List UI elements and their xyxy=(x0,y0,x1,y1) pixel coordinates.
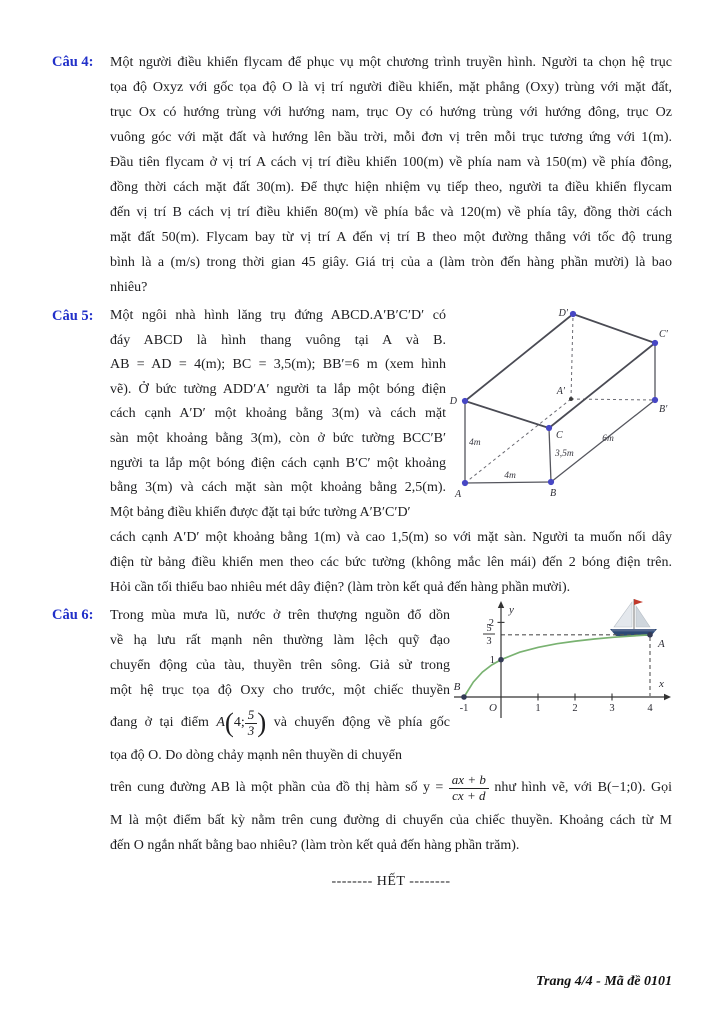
axis-ticks xyxy=(498,623,613,701)
point-line-pre: đang ở tại điểm xyxy=(110,715,209,731)
text-line: đồng thời cách mặt đất 30(m). Để thực hiện nhiệm vụ tiếp theo, người ta điều khiển flycam xyxy=(110,180,672,195)
y-tick-1: 1 xyxy=(489,655,495,667)
text-line: đáy ABCD là hình thang vuông tại A và B. xyxy=(110,332,446,348)
graph-figure xyxy=(452,597,717,754)
fraction-numerator: ax + b xyxy=(449,773,489,788)
point-x: 4; xyxy=(233,715,245,731)
graph-svg xyxy=(452,597,717,749)
fraction-denominator: 3 xyxy=(247,722,255,738)
text-line: tọa độ O. Do dòng chảy mạnh nên thuyền di chuyển xyxy=(110,748,402,764)
text-line: trục Ox có hướng trùng với hướng nam, trục Oy có hướng trùng với hướng đông, trục Oz xyxy=(110,105,672,120)
question-4 xyxy=(52,50,672,300)
question-5-label: Câu 5: xyxy=(52,308,94,324)
text-line: Một bảng điều khiển được đặt tại bức tường A′B′C′D′ xyxy=(110,504,411,520)
text-line: bình là a (m/s) trong thời gian 45 giây. Giá trị của a (làm tròn đến hàng phần mười) là bao xyxy=(110,255,672,270)
page-content xyxy=(52,50,672,890)
point-a-label: A xyxy=(658,638,665,651)
question-5-body xyxy=(110,304,672,600)
x-axis-label: x xyxy=(659,678,664,691)
text-line: sàn một khoảng bằng 3(m), còn ở bức tường BCC′B′ xyxy=(110,430,446,446)
text-line: vuông góc với mặt đất và hướng lên bầu trời, mỗi đơn vị trên mỗi trục tương ứng với 1(m). xyxy=(110,130,672,145)
vertex-label-a: A xyxy=(454,489,462,500)
sailboat-icon xyxy=(610,599,657,636)
text-line-with-point xyxy=(110,703,450,743)
question-4-label: Câu 4: xyxy=(52,54,94,70)
vertex-label-b: B xyxy=(549,488,557,499)
text-line: chuyển động của tàu, thuyền trên sông. Giả sử trong xyxy=(110,658,450,674)
origin-label: O xyxy=(489,702,497,715)
fraction-denominator: cx + d xyxy=(452,787,486,803)
question-5-full-lines xyxy=(110,525,672,600)
text-line: Hỏi cần tối thiểu bao nhiêu mét dây điện? (làm tròn kết quả đến hàng phần mười). xyxy=(110,580,571,596)
x-tick-3: 3 xyxy=(609,703,615,715)
point-line-post: và chuyển động về phía gốc xyxy=(273,715,451,731)
x-tick-2: 2 xyxy=(572,703,578,715)
x-tick-minus1: -1 xyxy=(459,703,469,715)
text-line: vẽ). Ở bức tường ADD′A′ người ta lắp một bóng điện xyxy=(110,381,446,397)
frac-line-post: như hình vẽ, với B(−1;0). Gọi xyxy=(494,780,673,796)
dim-label-bc: 3,5m xyxy=(555,449,574,459)
text-line: AB = AD = 4(m); BC = 3,5(m); BB′=6 m (xem hình xyxy=(110,357,446,373)
frac-line-pre: trên cung đường AB là một phần của đồ thị hàm số y = xyxy=(110,780,444,796)
dim-label-bb-prime: 6m xyxy=(602,434,614,444)
close-paren: ) xyxy=(257,707,267,738)
question-6-text-column xyxy=(110,603,672,768)
fraction-function xyxy=(449,773,489,803)
text-line: nhiêu? xyxy=(110,280,148,295)
vertex-label-a-prime: A′ xyxy=(556,386,565,397)
text-line: cách cạnh A′D′ một khoảng bằng 3(m) và cách mặt xyxy=(110,406,446,422)
text-line: M là một điểm bất kỳ nằm trên cung đường di chuyển của chiếc thuyền. Khoảng cách từ M xyxy=(110,813,672,829)
text-line: một hệ trục tọa độ Oxy cho trước, một chiếc thuyền xyxy=(110,683,450,699)
text-line-with-fraction xyxy=(110,768,672,808)
end-of-exam-line: -------- HẾT -------- xyxy=(331,874,451,890)
prism-roof-edges xyxy=(465,314,655,428)
x-tick-1: 1 xyxy=(535,703,541,715)
question-6-body xyxy=(110,603,672,858)
text-line: Một ngôi nhà hình lăng trụ đứng ABCD.A′B′C′D′ có xyxy=(110,308,446,323)
fraction-numerator: 5 xyxy=(245,708,258,723)
text-line: đến vị trí B cách vị trí điều khiển 80(m) về phía bắc và 120(m) về phía tây, đồng thời cách xyxy=(110,205,672,220)
dim-label-ab: 4m xyxy=(504,471,516,481)
text-line: bằng 3(m) và cách mặt sàn một khoảng bằng 2,5(m). xyxy=(110,480,446,496)
question-4-body xyxy=(110,50,672,300)
vertex-label-d-prime: D′ xyxy=(558,308,568,319)
fraction-5-3 xyxy=(245,708,258,738)
y-tick-2: 2 xyxy=(488,618,494,630)
text-line: điện từ bảng điều khiển men theo các bức tường (không mắc lên mái) đến 2 bóng điện trên. xyxy=(110,555,672,571)
question-6-label: Câu 6: xyxy=(52,607,94,624)
y-frac-num: 5 xyxy=(486,623,492,635)
x-tick-4: 4 xyxy=(647,703,653,715)
dashed-guides xyxy=(501,635,650,696)
text-line: đến O ngắn nhất bằng bao nhiêu? (làm tròn kết quả đến hàng phần trăm). xyxy=(110,838,520,854)
vertex-label-b-prime: B′ xyxy=(659,404,668,415)
point-var: A xyxy=(216,715,225,731)
y-frac-den: 3 xyxy=(486,636,492,648)
text-line: cách cạnh A′D′ một khoảng bằng 1(m) và cao 1,5(m) so với mặt sàn. Người ta muốn nối dây xyxy=(110,530,672,546)
text-line: Đầu tiên flycam ở vị trí A cách vị trí điều khiển 100(m) về phía nam và 150(m) về phía đông, xyxy=(110,155,672,170)
prism-vertex-dots xyxy=(462,311,658,486)
question-5-text-column xyxy=(110,304,672,525)
y-axis-label: y xyxy=(509,604,514,617)
prism-edges xyxy=(465,343,655,483)
question-6 xyxy=(52,603,672,858)
text-line: tọa độ Oxyz với gốc tọa độ O là vị trí người điều khiển, mặt phẳng (Oxy) trùng với mặt đất, xyxy=(110,80,672,95)
text-line: Một người điều khiển flycam để phục vụ một chương trình truyền hình. Người ta chọn hệ trục xyxy=(110,55,672,70)
text-line: Trong mùa mưa lũ, nước ở trên thượng nguồn đổ dồn xyxy=(110,608,450,624)
text-line: mặt đất 50(m). Flycam bay từ vị trí A đến vị trí B theo một đường thẳng với tốc độ trung xyxy=(110,230,672,245)
vertex-label-c: C xyxy=(556,430,563,441)
prism-figure xyxy=(448,304,713,521)
vertex-label-d: D xyxy=(449,396,457,407)
prism-svg xyxy=(448,304,713,516)
dim-label-ad: 4m xyxy=(469,438,481,448)
open-paren: ( xyxy=(224,707,234,738)
text-line: người ta lắp một bóng điện cách cạnh B′C′ một khoảng xyxy=(110,455,446,471)
page-footer: Trang 4/4 - Mã đề 0101 xyxy=(536,974,672,989)
question-5 xyxy=(52,304,672,600)
vertex-label-c-prime: C′ xyxy=(659,329,668,340)
point-b-label: B xyxy=(453,681,461,694)
question-6-full-lines xyxy=(110,768,672,858)
text-line: về hạ lưu rất mạnh nên thường làm lệch quỹ đạo xyxy=(110,633,450,649)
